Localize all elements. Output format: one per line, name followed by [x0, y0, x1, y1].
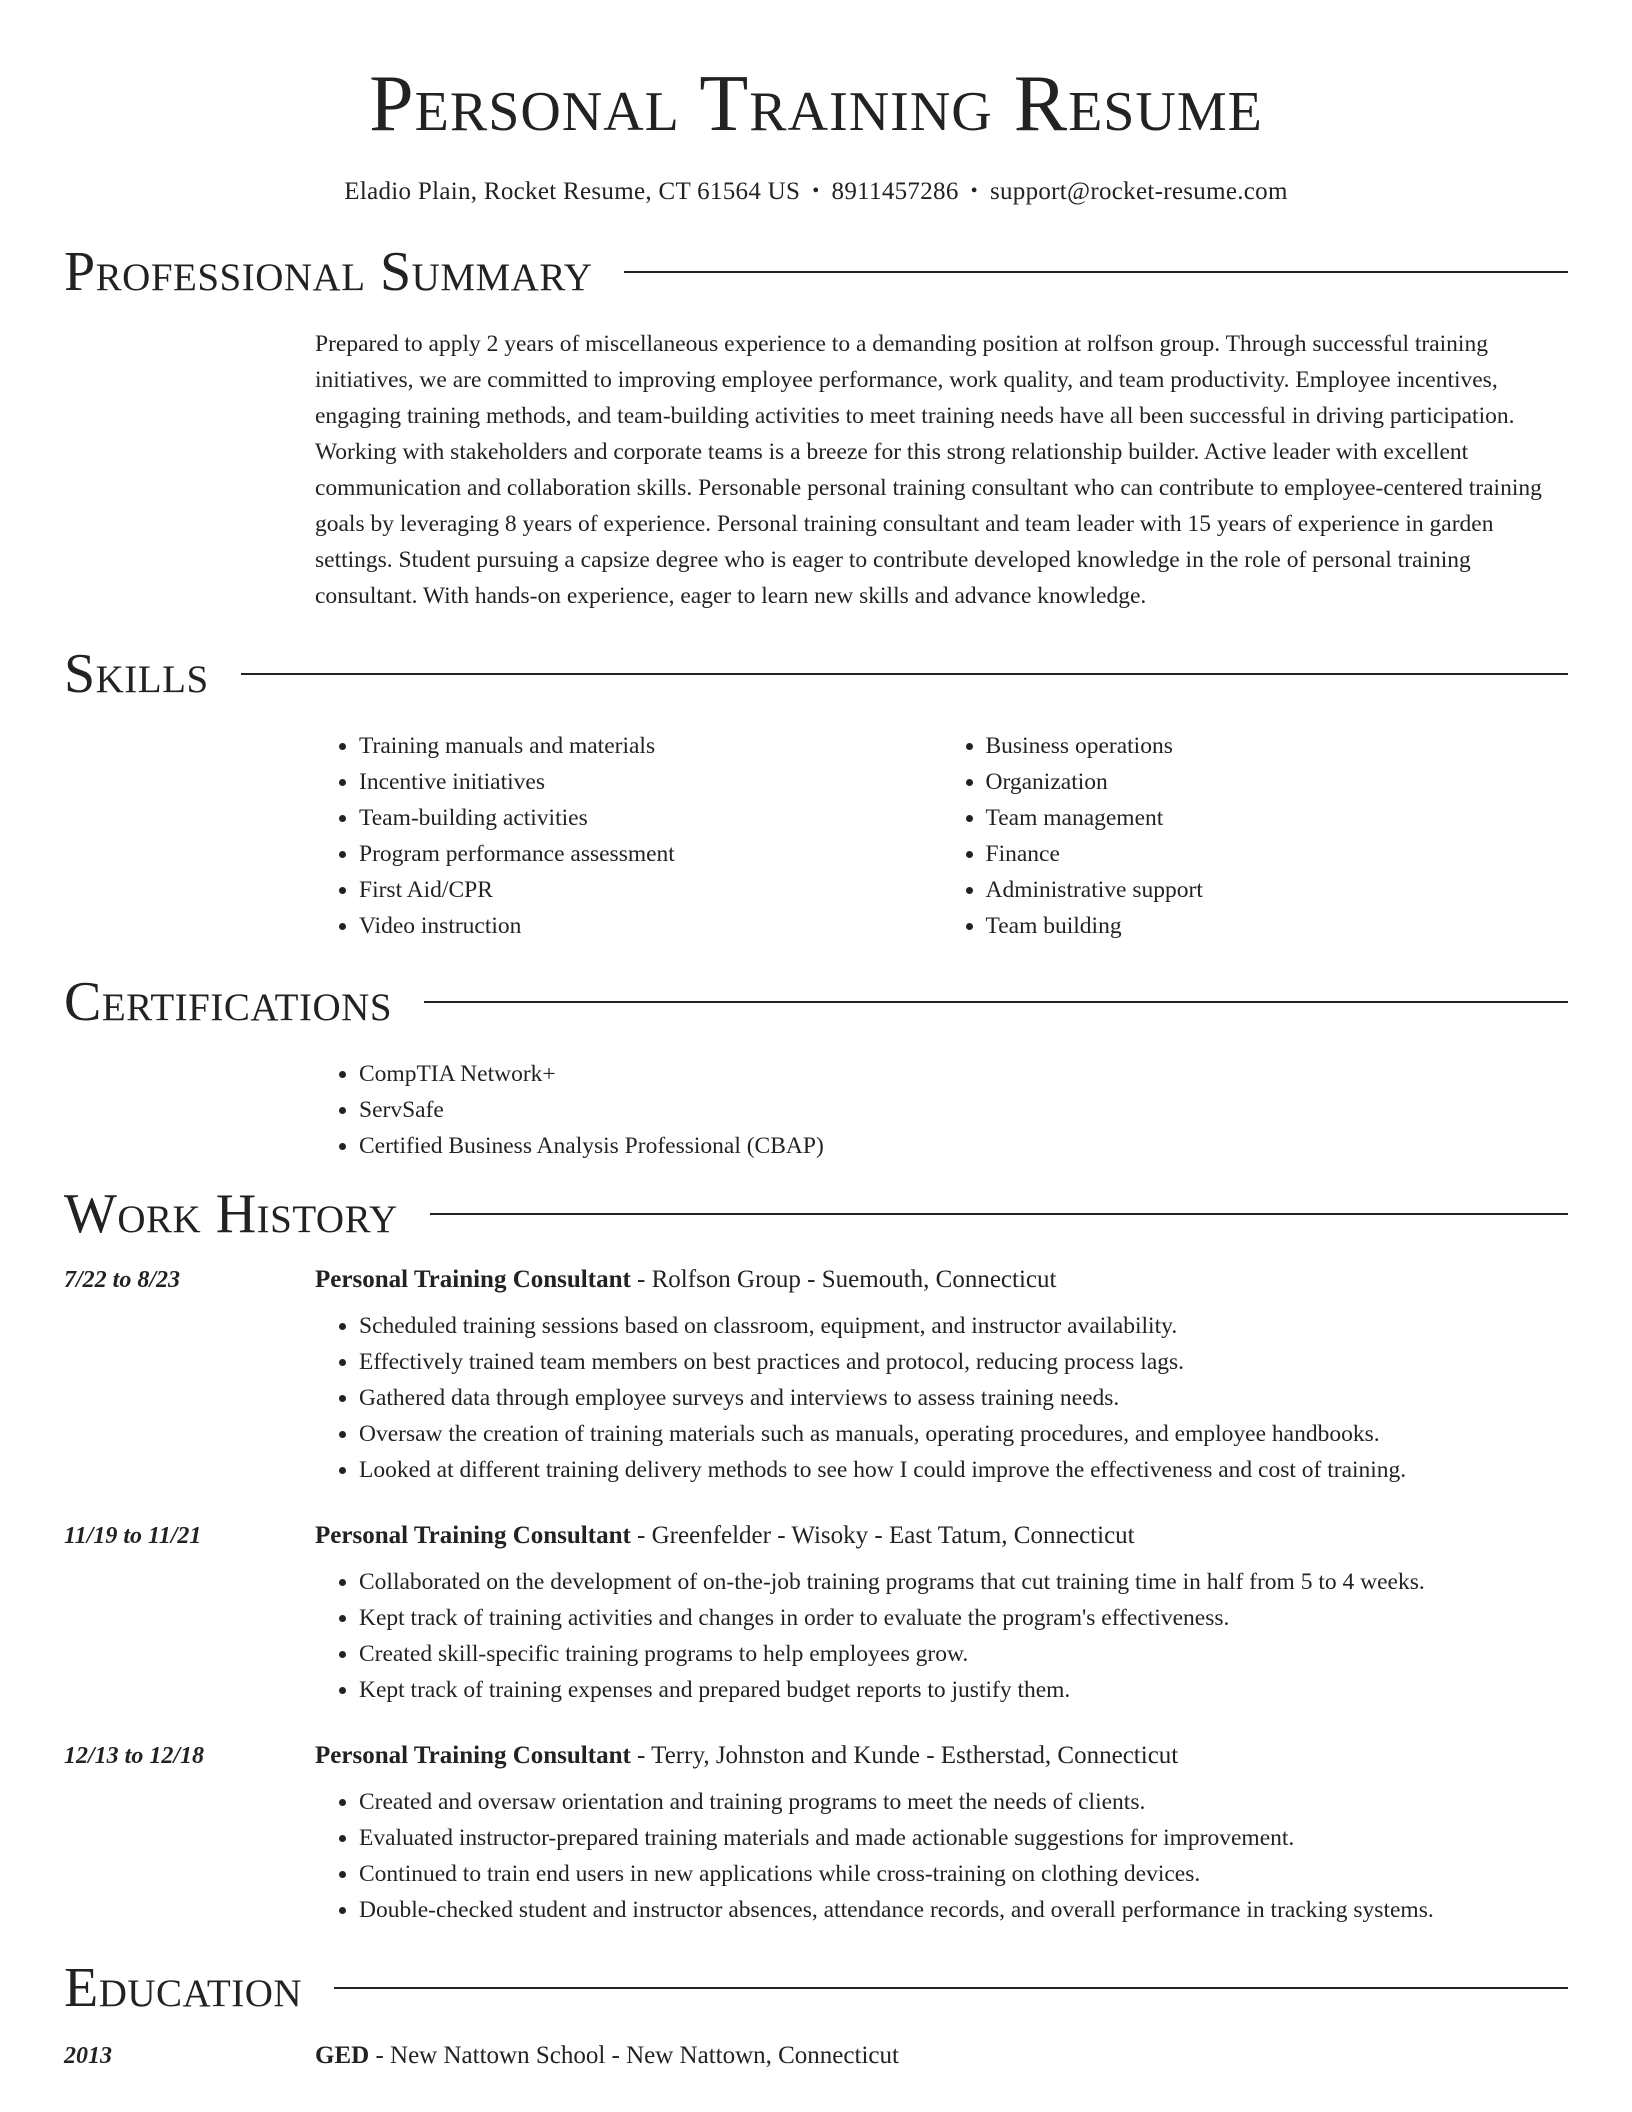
- job-duty: • Gathered data through employee surveys and interviews to assess training needs.: [359, 1380, 1568, 1416]
- resume-title: Personal Training Resume: [369, 60, 1263, 148]
- job-title-line: [315, 1522, 1135, 1550]
- job-company: - Rolfson Group - Suemouth, Connecticut: [630, 1266, 1057, 1293]
- education-year: 2013: [64, 2043, 112, 2069]
- skill-item: • Team management: [986, 800, 1569, 836]
- job-duty: • Evaluated instructor-prepared training materials and made actionable suggestions for improvement.: [359, 1820, 1568, 1856]
- contact-line: [64, 178, 1568, 206]
- job-dates: 11/19 to 11/21: [64, 1523, 202, 1549]
- skills-column-left: [315, 728, 942, 944]
- job-duty: • Oversaw the creation of training materials such as manuals, operating procedures, and employee handbooks.: [359, 1416, 1568, 1452]
- job-duty: • Double-checked student and instructor absences, attendance records, and overall performance in tracking systems.: [359, 1892, 1568, 1928]
- job-duty: • Effectively trained team members on best practices and protocol, reducing process lags.: [359, 1344, 1568, 1380]
- education-school: - New Nattown School - New Nattown, Connecticut: [369, 2042, 899, 2069]
- certifications-heading: Certifications: [64, 971, 393, 1033]
- skill-item: • Incentive initiatives: [359, 764, 942, 800]
- contact-separator: •: [812, 180, 820, 202]
- job-company: - Terry, Johnston and Kunde - Estherstad, Connecticut: [630, 1742, 1179, 1769]
- skill-item: • First Aid/CPR: [359, 872, 942, 908]
- section-divider: [334, 1987, 1568, 1989]
- job-title: Personal Training Consultant: [315, 1742, 631, 1769]
- education-line: [315, 2042, 899, 2070]
- job-title-line: [315, 1742, 1178, 1770]
- contact-phone: 8911457286: [831, 178, 959, 205]
- section-divider: [624, 271, 1568, 273]
- job-header: [64, 1266, 1568, 1294]
- skills-section-header: [64, 642, 1568, 706]
- work-section-header: [64, 1182, 1568, 1246]
- job-duty: • Looked at different training delivery methods to see how I could improve the effectiveness and cost of training.: [359, 1452, 1568, 1488]
- skill-item: • Organization: [986, 764, 1569, 800]
- contact-separator: •: [970, 180, 978, 202]
- summary-text: Prepared to apply 2 years of miscellaneous experience to a demanding position at rolfson group. Through successful training initiatives, we are committed to improving employee performance, work quality, and team productivity. Employee incentives, engaging training methods, and team-building activities to meet training needs have all been successful in driving participation. Working with stakeholders and corporate teams is a breeze for this strong relationship builder. Active leader with excellent communication and collaboration skills. Personable personal training consultant who can contribute to employee-centered training goals by leveraging 8 years of experience. Personal training consultant and team leader with 15 years of experience in garden settings. Student pursuing a capsize degree who is eager to contribute developed knowledge in the role of personal training consultant. With hands-on experience, eager to learn new skills and advance knowledge.: [315, 331, 1542, 609]
- skills-list: [315, 728, 1568, 944]
- skills-heading: Skills: [64, 643, 209, 705]
- education-degree: GED: [315, 2042, 370, 2069]
- skill-item: • Team-building activities: [359, 800, 942, 836]
- job-duty: • Collaborated on the development of on-the-job training programs that cut training time in half from 5 to 4 weeks.: [359, 1564, 1568, 1600]
- work-heading: Work History: [64, 1183, 398, 1245]
- job-duties: [315, 1308, 1568, 1488]
- job-title: Personal Training Consultant: [315, 1266, 631, 1293]
- certification-item: • Certified Business Analysis Professional (CBAP): [359, 1128, 1568, 1164]
- section-divider: [430, 1213, 1568, 1215]
- summary-section-header: [64, 240, 1568, 304]
- certifications-list: [315, 1056, 1568, 1164]
- section-divider: [241, 673, 1568, 675]
- job-header: [64, 1742, 1568, 1770]
- skill-item: • Video instruction: [359, 908, 942, 944]
- job-dates: 7/22 to 8/23: [64, 1267, 181, 1293]
- certification-item: • ServSafe: [359, 1092, 1568, 1128]
- job-entry: [64, 1742, 1568, 1928]
- job-duty: • Kept track of training expenses and prepared budget reports to justify them.: [359, 1672, 1568, 1708]
- skill-item: • Administrative support: [986, 872, 1569, 908]
- job-duties-list: [315, 1784, 1568, 1928]
- certifications-bullets: [315, 1056, 1568, 1164]
- job-company: - Greenfelder - Wisoky - East Tatum, Connecticut: [630, 1522, 1135, 1549]
- contact-address: Eladio Plain, Rocket Resume, CT 61564 US: [344, 178, 801, 205]
- section-divider: [424, 1001, 1568, 1003]
- job-duty: • Created and oversaw orientation and training programs to meet the needs of clients.: [359, 1784, 1568, 1820]
- skill-item: • Team building: [986, 908, 1569, 944]
- education-section-header: [64, 1956, 1568, 2020]
- certifications-section-header: [64, 970, 1568, 1034]
- skill-item: • Finance: [986, 836, 1569, 872]
- job-duties-list: [315, 1564, 1568, 1708]
- job-duty: • Scheduled training sessions based on classroom, equipment, and instructor availability.: [359, 1308, 1568, 1344]
- job-entry: [64, 1266, 1568, 1488]
- job-duties-list: [315, 1308, 1568, 1488]
- job-duties: [315, 1564, 1568, 1708]
- job-title-line: [315, 1266, 1056, 1294]
- skill-item: • Business operations: [986, 728, 1569, 764]
- summary-heading: Professional Summary: [64, 241, 593, 303]
- job-duty: • Continued to train end users in new applications while cross-training on clothing devices.: [359, 1856, 1568, 1892]
- job-duty: • Created skill-specific training programs to help employees grow.: [359, 1636, 1568, 1672]
- job-title: Personal Training Consultant: [315, 1522, 631, 1549]
- education-entry: [64, 2042, 1568, 2070]
- job-duty: • Kept track of training activities and changes in order to evaluate the program's effectiveness.: [359, 1600, 1568, 1636]
- job-duties: [315, 1784, 1568, 1928]
- education-heading: Education: [64, 1957, 303, 2019]
- resume-page: [64, 0, 1568, 2070]
- job-dates: 12/13 to 12/18: [64, 1743, 205, 1769]
- job-header: [64, 1522, 1568, 1550]
- certification-item: • CompTIA Network+: [359, 1056, 1568, 1092]
- contact-email: support@rocket-resume.com: [989, 178, 1288, 205]
- skill-item: • Program performance assessment: [359, 836, 942, 872]
- job-entry: [64, 1522, 1568, 1708]
- skills-column-right: [942, 728, 1569, 944]
- skill-item: • Training manuals and materials: [359, 728, 942, 764]
